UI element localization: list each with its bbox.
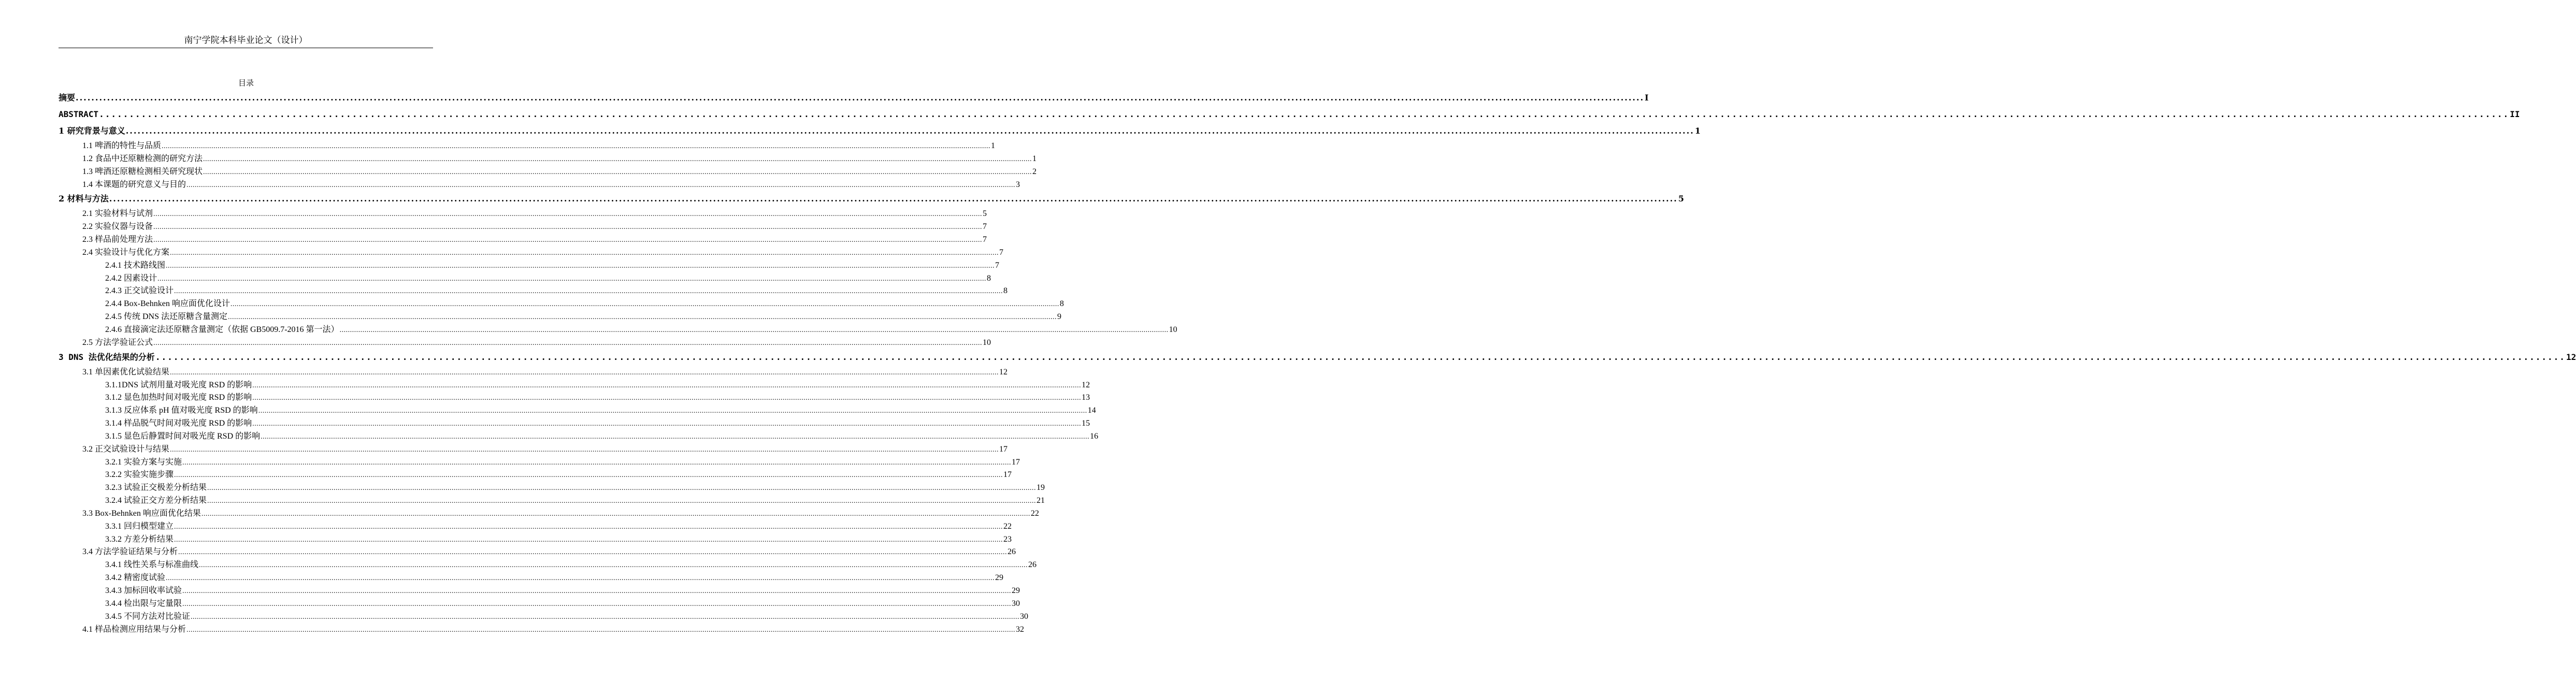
toc-entry[interactable] <box>59 179 1020 192</box>
toc-entry-title: 3.2.3 试验正交极差分析结果 <box>105 483 207 492</box>
toc-entry-page: 1 <box>991 141 996 150</box>
toc-leader-dots: ................................................................................................................................................................................................................................................................................................................................................................................................................ <box>166 574 995 583</box>
toc-leader-dots: ................................................................................................................................................................................................................................................................................................................................................................................................................ <box>125 126 1694 136</box>
toc-leader-dots: ................................................................................................................................................................................................................................................................................................................................................................................................................ <box>199 561 1028 570</box>
toc-entry-page: 9 <box>1057 312 1062 322</box>
toc-entry-title: 3.1.3 反应体系 pH 值对吸光度 RSD 的影响 <box>105 406 258 415</box>
toc-leader-dots: ................................................................................................................................................................................................................................................................................................................................................................................................................ <box>76 93 1645 103</box>
toc-leader-dots: ................................................................................................................................................................................................................................................................................................................................................................................................................ <box>207 484 1037 492</box>
toc-entry[interactable] <box>59 482 1045 495</box>
toc-entry[interactable] <box>59 598 1020 611</box>
toc-entry[interactable] <box>59 221 987 234</box>
toc-entry[interactable] <box>59 443 1008 456</box>
toc-leader-dots: ................................................................................................................................................................................................................................................................................................................................................................................................................ <box>186 181 1016 189</box>
toc-entry-title: 3.2 正交试验设计与结果 <box>82 444 170 454</box>
toc-entry-page: 8 <box>1059 299 1064 309</box>
table-of-contents <box>59 90 2576 636</box>
toc-entry-title: 2.2 实验仪器与设备 <box>82 222 153 231</box>
toc-entry-title: 3.4.2 精密度试验 <box>105 573 166 583</box>
toc-entry[interactable] <box>59 350 2576 366</box>
toc-leader-dots: ................................................................................................................................................................................................................................................................................................................................................................................................................ <box>153 223 983 231</box>
toc-entry[interactable] <box>59 247 1004 259</box>
toc-entry-title: 3.4.4 检出限与定量限 <box>105 599 182 608</box>
toc-entry-title: 1.4 本课题的研究意义与目的 <box>82 180 186 189</box>
page-header: 南宁学院本科毕业论文（设计） <box>59 34 433 48</box>
toc-entry[interactable] <box>59 208 987 221</box>
toc-entry-page: 32 <box>1016 625 1025 634</box>
toc-entry-page: 26 <box>1008 547 1016 557</box>
toc-leader-dots: ................................................................................................................................................................................................................................................................................................................................................................................................................ <box>162 142 991 150</box>
toc-entry-title: 2.4.2 因素设计 <box>105 273 157 283</box>
toc-entry[interactable] <box>59 546 1016 559</box>
toc-entry[interactable] <box>59 298 1064 311</box>
toc-leader-dots: ................................................................................................................................................................................................................................................................................................................................................................................................................ <box>186 626 1016 634</box>
toc-entry-page: 13 <box>1082 393 1090 402</box>
toc-entry[interactable] <box>59 417 1090 430</box>
toc-entry-title: 3.2.4 试验正交方差分析结果 <box>105 496 207 505</box>
toc-entry-title: 2.4 实验设计与优化方案 <box>82 248 170 257</box>
toc-entry[interactable] <box>59 272 991 285</box>
toc-entry-page: 12 <box>2566 352 2576 362</box>
toc-entry-title: 3.1.2 显色加热时间对吸光度 RSD 的影响 <box>105 393 252 402</box>
toc-entry-title: 3 DNS 法优化结果的分析 <box>59 352 155 362</box>
toc-entry-title: 3.1 单因素优化试验结果 <box>82 367 170 376</box>
toc-entry-title: 3.2.2 实验实施步骤 <box>105 470 174 480</box>
toc-entry-page: 17 <box>999 444 1008 454</box>
toc-entry-title: 3.4.1 线性关系与标准曲线 <box>105 560 199 570</box>
toc-entry[interactable] <box>59 285 1008 298</box>
toc-entry-page: 21 <box>1037 496 1045 505</box>
toc-leader-dots: ................................................................................................................................................................................................................................................................................................................................................................................................................ <box>153 210 983 219</box>
toc-entry-title: 2.4.6 直接滴定法还原糖含量测定（依据 GB5009.7-2016 第一法） <box>105 325 339 334</box>
toc-title: 目录 <box>238 78 254 88</box>
toc-entry[interactable] <box>59 572 1004 585</box>
toc-entry[interactable] <box>59 430 1099 443</box>
toc-leader-dots: ................................................................................................................................................................................................................................................................................................................................................................................................................ <box>182 458 1012 467</box>
toc-entry-page: 10 <box>983 338 991 347</box>
toc-entry-title: 2.4.4 Box-Behnken 响应面优化设计 <box>105 299 230 309</box>
toc-leader-dots: ................................................................................................................................................................................................................................................................................................................................................................................................................ <box>178 548 1008 557</box>
toc-entry[interactable] <box>59 311 1062 324</box>
toc-entry-title: 3.3 Box-Behnken 响应面优化结果 <box>82 509 201 518</box>
toc-entry-page: 30 <box>1020 612 1029 621</box>
toc-entry[interactable] <box>59 495 1045 508</box>
toc-entry-title: 2.5 方法学验证公式 <box>82 338 153 347</box>
toc-entry-page: 1 <box>1694 126 1701 136</box>
toc-entry-page: 7 <box>983 222 987 231</box>
toc-entry-title: 3.1.1DNS 试剂用量对吸光度 RSD 的影响 <box>105 380 252 389</box>
toc-entry[interactable] <box>59 379 1090 392</box>
toc-leader-dots: ................................................................................................................................................................................................................................................................................................................................................................................................................ <box>230 300 1059 309</box>
toc-leader-dots: ................................................................................................................................................................................................................................................................................................................................................................................................................ <box>261 432 1090 441</box>
toc-leader-dots: ................................................................................................................................................................................................................................................................................................................................................................................................................ <box>174 287 1003 296</box>
toc-entry[interactable] <box>59 456 1020 469</box>
toc-leader-dots: ................................................................................................................................................................................................................................................................................................................................................................................................................ <box>109 194 1678 204</box>
toc-entry-title: 摘要 <box>59 93 76 103</box>
toc-entry-page: 7 <box>983 235 987 244</box>
toc-entry[interactable] <box>59 392 1090 404</box>
toc-entry-page: 14 <box>1087 406 1096 415</box>
toc-entry-title: 2.4.3 正交试验设计 <box>105 286 174 296</box>
toc-leader-dots: ................................................................................................................................................................................................................................................................................................................................................................................................................ <box>207 497 1037 505</box>
toc-entry-page: 29 <box>1012 586 1020 595</box>
toc-entry[interactable] <box>59 585 1020 598</box>
toc-entry-title: 3.4.3 加标回收率试验 <box>105 586 182 595</box>
toc-entry-page: II <box>2510 109 2520 119</box>
toc-leader-dots: ................................................................................................................................................................................................................................................................................................................................................................................................................ <box>174 535 1003 544</box>
toc-leader-dots: ................................................................................................................................................................................................................................................................................................................................................................................................................ <box>182 587 1012 595</box>
toc-leader-dots: ................................................................................................................................................................................................................................................................................................................................................................................................................ <box>153 339 983 347</box>
toc-leader-dots: ................................................................................................................................................................................................................................................................................................................................................................................................................ <box>153 236 983 244</box>
toc-entry[interactable] <box>59 123 1701 140</box>
toc-entry[interactable] <box>59 153 1037 166</box>
toc-leader-dots: ................................................................................................................................................................................................................................................................................................................................................................................................................ <box>170 368 999 376</box>
toc-entry-page: 23 <box>1003 534 1012 544</box>
toc-entry-title: 1.3 啤酒还原糖检测相关研究现状 <box>82 167 203 176</box>
toc-entry-title: 3.2.1 实验方案与实施 <box>105 457 182 467</box>
toc-leader-dots: ................................................................................................................................................................................................................................................................................................................................................................................................................ <box>99 109 2510 119</box>
toc-entry[interactable] <box>59 259 1000 272</box>
toc-entry[interactable] <box>59 469 1012 482</box>
toc-entry[interactable] <box>59 404 1096 417</box>
toc-entry-page: 22 <box>1030 509 1039 518</box>
toc-entry[interactable] <box>59 559 1037 572</box>
toc-entry[interactable] <box>59 520 1012 533</box>
toc-entry[interactable] <box>59 324 1177 337</box>
toc-entry-page: 8 <box>987 273 991 283</box>
toc-entry-page: 5 <box>1678 194 1684 204</box>
toc-entry-page: 5 <box>983 209 987 219</box>
toc-entry[interactable] <box>59 508 1039 520</box>
toc-entry-page: 16 <box>1090 431 1099 441</box>
toc-leader-dots: ................................................................................................................................................................................................................................................................................................................................................................................................................ <box>174 523 1003 531</box>
toc-entry-page: 2 <box>1032 167 1037 176</box>
toc-entry[interactable] <box>59 337 991 350</box>
toc-entry-page: 30 <box>1012 599 1020 608</box>
toc-entry[interactable] <box>59 191 1684 208</box>
toc-entry-title: 3.3.2 方差分析结果 <box>105 534 174 544</box>
toc-leader-dots: ................................................................................................................................................................................................................................................................................................................................................................................................................ <box>174 471 1003 480</box>
toc-entry[interactable] <box>59 140 996 153</box>
toc-entry-title: 3.4 方法学验证结果与分析 <box>82 547 178 557</box>
toc-leader-dots: ................................................................................................................................................................................................................................................................................................................................................................................................................ <box>157 274 987 283</box>
toc-leader-dots: ................................................................................................................................................................................................................................................................................................................................................................................................................ <box>155 352 2566 362</box>
toc-entry-page: 15 <box>1082 419 1090 428</box>
toc-entry-page: 10 <box>1169 325 1177 334</box>
toc-entry-page: 19 <box>1037 483 1045 492</box>
toc-entry-title: 3.1.4 样品脱气时间对吸光度 RSD 的影响 <box>105 419 252 428</box>
toc-leader-dots: ................................................................................................................................................................................................................................................................................................................................................................................................................ <box>170 445 999 454</box>
toc-entry-title: 4.1 样品检测应用结果与分析 <box>82 625 186 634</box>
toc-entry[interactable] <box>59 533 1012 546</box>
toc-leader-dots: ................................................................................................................................................................................................................................................................................................................................................................................................................ <box>203 155 1032 163</box>
toc-entry-title: 2.4.5 传统 DNS 法还原糖含量测定 <box>105 312 228 322</box>
toc-leader-dots: ................................................................................................................................................................................................................................................................................................................................................................................................................ <box>258 407 1087 415</box>
toc-entry-title: 1 研究背景与意义 <box>59 126 125 136</box>
toc-entry-title: 2 材料与方法 <box>59 194 109 204</box>
toc-entry-title: 3.1.5 显色后静置时间对吸光度 RSD 的影响 <box>105 431 261 441</box>
toc-entry-page: 17 <box>1012 457 1020 467</box>
toc-entry[interactable] <box>59 611 1029 624</box>
toc-leader-dots: ................................................................................................................................................................................................................................................................................................................................................................................................................ <box>182 600 1012 608</box>
toc-leader-dots: ................................................................................................................................................................................................................................................................................................................................................................................................................ <box>252 381 1082 389</box>
toc-entry[interactable] <box>59 166 1037 179</box>
toc-leader-dots: ................................................................................................................................................................................................................................................................................................................................................................................................................ <box>252 420 1082 428</box>
toc-entry-page: 22 <box>1003 521 1012 531</box>
toc-entry-title: 2.4.1 技术路线图 <box>105 260 166 270</box>
toc-leader-dots: ................................................................................................................................................................................................................................................................................................................................................................................................................ <box>228 313 1057 322</box>
toc-leader-dots: ................................................................................................................................................................................................................................................................................................................................................................................................................ <box>203 168 1032 176</box>
toc-entry-page: 12 <box>999 367 1008 376</box>
toc-entry-page: 7 <box>999 248 1004 257</box>
toc-entry-page: 29 <box>995 573 1004 583</box>
toc-entry-title: ABSTRACT <box>59 109 99 119</box>
toc-leader-dots: ................................................................................................................................................................................................................................................................................................................................................................................................................ <box>170 249 999 257</box>
toc-entry[interactable] <box>59 107 2520 123</box>
toc-entry-title: 2.3 样品前处理方法 <box>82 235 153 244</box>
toc-entry-page: 12 <box>1082 380 1090 389</box>
toc-entry-page: 8 <box>1003 286 1008 296</box>
toc-entry-page: 7 <box>995 260 1000 270</box>
toc-leader-dots: ................................................................................................................................................................................................................................................................................................................................................................................................................ <box>166 262 995 270</box>
toc-entry-title: 1.1 啤酒的特性与品质 <box>82 141 162 150</box>
toc-entry-page: I <box>1645 93 1649 103</box>
toc-entry[interactable] <box>59 366 1008 379</box>
toc-entry[interactable] <box>59 90 1649 107</box>
toc-entry-page: 17 <box>1003 470 1012 480</box>
toc-entry-page: 1 <box>1032 154 1037 163</box>
toc-leader-dots: ................................................................................................................................................................................................................................................................................................................................................................................................................ <box>252 394 1082 402</box>
toc-entry-page: 26 <box>1028 560 1037 570</box>
toc-entry-page: 3 <box>1016 180 1020 189</box>
toc-entry-title: 3.3.1 回归模型建立 <box>105 521 174 531</box>
toc-entry-title: 2.1 实验材料与试剂 <box>82 209 153 219</box>
toc-entry[interactable] <box>59 624 1025 636</box>
toc-leader-dots: ................................................................................................................................................................................................................................................................................................................................................................................................................ <box>191 613 1020 621</box>
toc-entry-title: 1.2 食品中还原糖检测的研究方法 <box>82 154 203 163</box>
toc-leader-dots: ................................................................................................................................................................................................................................................................................................................................................................................................................ <box>339 326 1169 334</box>
toc-entry[interactable] <box>59 234 987 247</box>
toc-leader-dots: ................................................................................................................................................................................................................................................................................................................................................................................................................ <box>201 510 1030 518</box>
toc-entry-title: 3.4.5 不同方法对比验证 <box>105 612 191 621</box>
